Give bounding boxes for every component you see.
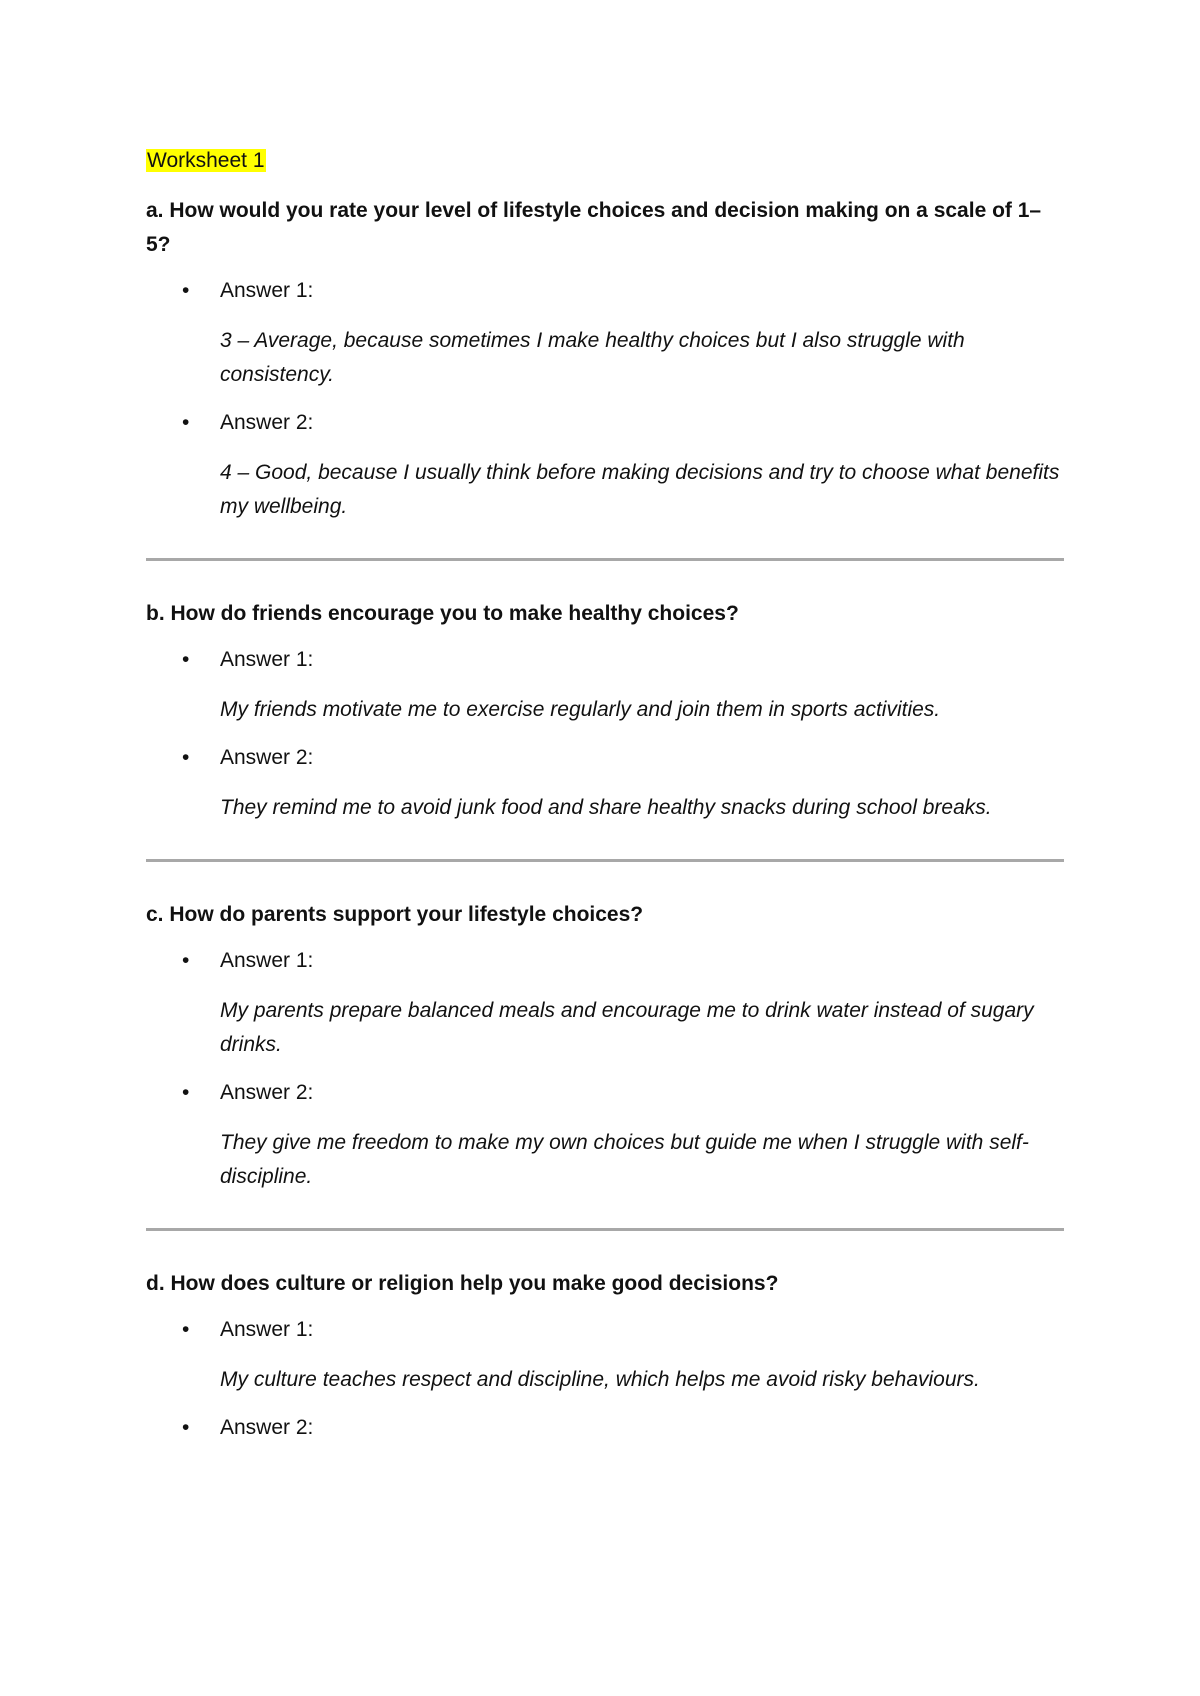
worksheet-title-line	[146, 146, 1064, 176]
bullet-icon: •	[182, 1081, 190, 1104]
answer-list-a	[146, 274, 1064, 524]
answer-label: Answer 2:	[220, 1416, 314, 1439]
section-c	[146, 898, 1064, 1194]
answer-item	[146, 274, 1064, 392]
answer-text: 4 – Good, because I usually think before making decisions and try to choose what benefits my wellbeing.	[220, 461, 1060, 518]
bullet-icon: •	[182, 411, 190, 434]
answer-label: Answer 1:	[220, 279, 314, 302]
question-c: c. How do parents support your lifestyle choices?	[146, 903, 644, 926]
answer-item	[146, 1411, 1064, 1445]
answer-label: Answer 2:	[220, 746, 314, 769]
question-a: a. How would you rate your level of lifestyle choices and decision making on a scale of 1–5?	[146, 199, 1042, 256]
section-divider	[146, 859, 1064, 862]
answer-list-b	[146, 643, 1064, 825]
answer-label: Answer 2:	[220, 1081, 314, 1104]
answer-item	[146, 643, 1064, 727]
bullet-icon: •	[182, 746, 190, 769]
question-b: b. How do friends encourage you to make healthy choices?	[146, 602, 739, 625]
answer-list-d	[146, 1313, 1064, 1445]
answer-item	[146, 406, 1064, 524]
answer-item	[146, 944, 1064, 1062]
bullet-icon: •	[182, 949, 190, 972]
answer-label: Answer 1:	[220, 1318, 314, 1341]
answer-text: 3 – Average, because sometimes I make healthy choices but I also struggle with consistency.	[220, 329, 965, 386]
answer-label: Answer 1:	[220, 949, 314, 972]
section-b	[146, 597, 1064, 825]
document-page	[146, 146, 1064, 1461]
bullet-icon: •	[182, 1318, 190, 1341]
answer-item	[146, 1076, 1064, 1194]
answer-label: Answer 1:	[220, 648, 314, 671]
answer-text: My friends motivate me to exercise regularly and join them in sports activities.	[220, 698, 941, 721]
bullet-icon: •	[182, 1416, 190, 1439]
question-d: d. How does culture or religion help you make good decisions?	[146, 1272, 779, 1295]
section-divider	[146, 558, 1064, 561]
answer-list-c	[146, 944, 1064, 1194]
answer-text: They remind me to avoid junk food and share healthy snacks during school breaks.	[220, 796, 992, 819]
bullet-icon: •	[182, 648, 190, 671]
answer-text: They give me freedom to make my own choices but guide me when I struggle with self-discipline.	[220, 1131, 1029, 1188]
answer-label: Answer 2:	[220, 411, 314, 434]
worksheet-title: Worksheet 1	[147, 149, 265, 172]
answer-item	[146, 741, 1064, 825]
section-a	[146, 194, 1064, 524]
answer-text: My parents prepare balanced meals and encourage me to drink water instead of sugary drinks.	[220, 999, 1034, 1056]
section-d	[146, 1267, 1064, 1445]
bullet-icon: •	[182, 279, 190, 302]
answer-text: My culture teaches respect and discipline, which helps me avoid risky behaviours.	[220, 1368, 980, 1391]
answer-item	[146, 1313, 1064, 1397]
section-divider	[146, 1228, 1064, 1231]
